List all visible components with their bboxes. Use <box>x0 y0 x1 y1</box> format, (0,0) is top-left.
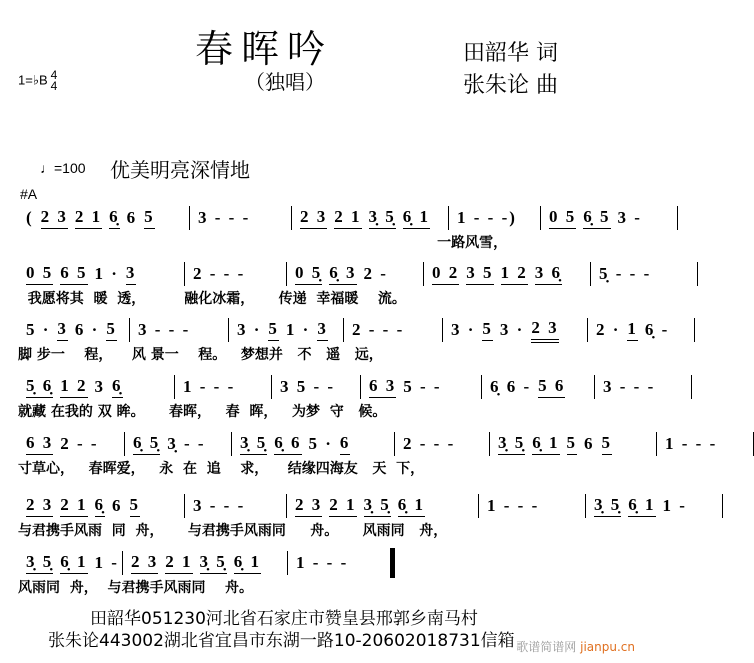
note-group: 2 1 <box>75 207 102 229</box>
note-group: 2 - <box>363 264 388 283</box>
measure <box>482 375 594 399</box>
lyricist-credit: 田韶华 词 <box>463 41 558 66</box>
note-group: 3 <box>317 319 328 341</box>
measure <box>18 432 124 456</box>
note-group: 6̣ 1 <box>398 495 425 517</box>
measure <box>18 375 174 399</box>
note-group: 3̣ 5̣ <box>594 495 621 517</box>
note-group: 5 <box>567 433 578 455</box>
note-group: 5 <box>482 319 493 341</box>
note-group: 3 6̣ <box>535 263 562 285</box>
notation-row <box>18 551 395 575</box>
measure <box>449 206 540 230</box>
note-group: 6̣ - <box>644 320 670 339</box>
note-group: 3̣ 5̣ <box>26 552 53 574</box>
note-group: 6̣ <box>109 207 120 229</box>
note-group: 5 · <box>26 320 51 339</box>
note-group: 3 - - - <box>193 496 246 515</box>
lyrics-line: 我愿将其 暖 透， 融化冰霜， 传递 幸福暖 流。 <box>18 291 406 307</box>
measure <box>424 262 590 286</box>
measure <box>175 375 271 399</box>
measure <box>443 318 587 342</box>
note-group: 2 3 <box>131 552 158 574</box>
tempo-marking: ♩=100 <box>40 160 86 176</box>
note-group: 5 <box>130 495 141 517</box>
measure <box>18 494 184 518</box>
watermark-site: 歌谱简谱网 <box>516 640 577 654</box>
note-group: 2 1 <box>334 207 361 229</box>
note-group: 5 <box>144 207 155 229</box>
final-barline <box>390 548 395 578</box>
footer-address-lyricist: 田韶华051230河北省石家庄市赞皇县邢郭乡南马村 <box>90 609 478 629</box>
note-group: 1 - - -) <box>457 208 517 227</box>
note-group: 6 5 <box>60 263 87 285</box>
note-group: 0 2 <box>432 263 459 285</box>
note-group: 6 · <box>74 320 100 339</box>
note-group: 3̣ 5̣ <box>364 495 391 517</box>
note-group: 6 <box>340 433 351 455</box>
note-group: 3 - - - <box>198 208 251 227</box>
barline <box>722 494 723 518</box>
measure <box>292 206 448 230</box>
measure <box>490 432 656 456</box>
measure <box>185 262 286 286</box>
note-group: 3 <box>126 263 137 285</box>
note-group: 6̣ 5 <box>583 207 610 229</box>
note-group: 3 - - - <box>603 377 656 396</box>
note-group: 3 · <box>499 320 525 339</box>
measure <box>272 375 360 399</box>
measure <box>185 494 286 518</box>
note-group: 3 · <box>451 320 476 339</box>
measure <box>125 432 231 456</box>
note-group: 5̣ 6̣ <box>26 376 53 398</box>
note-group: 6̣ <box>112 376 123 398</box>
measure <box>232 432 394 456</box>
notation-row <box>18 262 698 286</box>
note-group: 6̣ 1 <box>234 552 261 574</box>
note-group: 6̣ 1 <box>403 207 430 229</box>
watermark-domain: jianpu.cn <box>580 640 635 654</box>
note-group: 6 <box>112 496 123 515</box>
measure <box>657 432 753 456</box>
note-group: 3 - - - <box>138 320 191 339</box>
note-group: 1 - - - <box>296 553 349 572</box>
note-group: 1 - <box>662 496 687 515</box>
note-group: 5̣ - - - <box>599 264 652 283</box>
note-group: 2 3 <box>295 495 322 517</box>
note-group: 2 1 <box>165 552 192 574</box>
measure <box>586 494 722 518</box>
barline <box>691 375 692 399</box>
note-group: 5 <box>268 319 279 341</box>
expression-marking: 优美明亮深情地 <box>110 158 250 182</box>
note-group: 3̣ 5̣ <box>498 433 525 455</box>
note-group: ( <box>26 208 34 227</box>
note-group: 6̣ 6 <box>274 433 301 455</box>
note-group: 5 - - <box>403 377 442 396</box>
note-group: 0 5 <box>26 263 53 285</box>
note-group: 2 1 <box>60 495 87 517</box>
note-group: 2 - - - <box>403 434 456 453</box>
measure <box>595 375 691 399</box>
note-group: 3 5 <box>466 263 493 285</box>
song-title: 春晖吟 <box>195 27 334 71</box>
note-group: 1 - - - <box>665 434 718 453</box>
note-group: 3̣ 5̣ <box>369 207 396 229</box>
note-group: 3̣ 5̣ <box>200 552 227 574</box>
time-signature <box>51 70 58 92</box>
note-group: 6 <box>584 434 595 453</box>
note-group: 3̣ 5̣ <box>240 433 267 455</box>
key-label: 1=♭B <box>18 72 48 88</box>
note-group: 2 3 <box>41 207 68 229</box>
note-group: 5 · <box>308 434 333 453</box>
measure <box>479 494 585 518</box>
measure <box>18 206 189 230</box>
key-signature <box>18 70 57 92</box>
composer-credit: 张朱论 曲 <box>463 73 558 98</box>
note-group: 3 · <box>237 320 262 339</box>
note-group: 3 <box>94 377 105 396</box>
note-group: 6 3 <box>26 433 53 455</box>
measure <box>588 318 694 342</box>
note-group: 6 <box>126 208 138 227</box>
note-group: 2 3 <box>26 495 53 517</box>
note-group: 1 · <box>285 320 311 339</box>
note-group: 3 5 - - <box>280 377 336 396</box>
barline <box>694 318 695 342</box>
notation-row <box>18 206 678 230</box>
note-group: 2 3 <box>300 207 327 229</box>
measure <box>361 375 481 399</box>
note-group: 2 1 <box>329 495 356 517</box>
notation-row <box>18 375 692 399</box>
note-group: 5 <box>106 319 117 341</box>
note-group: 1 · <box>94 264 119 283</box>
barline <box>697 262 698 286</box>
note-group: 3̣ - - <box>167 434 206 453</box>
lyrics-line: 一路风雪， <box>18 235 508 251</box>
measure <box>18 551 122 575</box>
note-group: 6̣ 3 <box>329 263 356 285</box>
measure <box>287 262 423 286</box>
notation-row <box>18 432 754 456</box>
note-group: 6̣ 6 - <box>490 377 532 396</box>
notation-row <box>18 318 695 342</box>
time-bottom: 4 <box>50 79 58 93</box>
note-group: 3 - <box>617 208 642 227</box>
note-group: 2 - - - <box>193 264 246 283</box>
measure <box>18 262 184 286</box>
measure <box>18 318 129 342</box>
note-group: 1 - - - <box>183 377 236 396</box>
note-group: 0 5̣ <box>295 263 322 285</box>
measure <box>130 318 228 342</box>
note-group: 2 · <box>596 320 621 339</box>
lyrics-line: 就藏 在我的 双 眸。 春晖， 春 晖， 为梦 守 候。 <box>18 404 387 420</box>
note-group: 6̣ 1 <box>532 433 559 455</box>
measure <box>591 262 697 286</box>
lyrics-line: 寸草心， 春晖爱， 永 在 追 求， 结缘四海友 天 下， <box>18 461 425 477</box>
note-group: 1 - - - <box>487 496 540 515</box>
note-group: 1 - <box>94 553 119 572</box>
measure <box>123 551 287 575</box>
measure <box>287 494 478 518</box>
note-group: 3 <box>57 319 68 341</box>
lyrics-line: 风雨同 舟， 与君携手风雨同 舟。 <box>18 580 253 596</box>
note-group: 6̣ 1 <box>60 552 87 574</box>
measure <box>229 318 343 342</box>
note-group: 1 <box>627 319 638 341</box>
lyrics-line: 脚 步一 程， 风 景一 程。 梦想并 不 遥 远， <box>18 347 383 363</box>
note-group: 2 - - - <box>352 320 405 339</box>
footer-address-composer: 张朱论443002湖北省宜昌市东湖一路10-20602018731信箱 <box>48 631 515 651</box>
section-marker: #A <box>20 186 38 202</box>
note-group: 5 6 <box>538 376 565 398</box>
note-group: 6̣ 5̣ <box>133 433 160 455</box>
barline <box>677 206 678 230</box>
note-group: 2 3 <box>531 318 558 343</box>
notation-row <box>18 494 723 518</box>
song-subtitle: （独唱） <box>245 70 325 94</box>
watermark-logo <box>516 638 635 655</box>
note-group: 1 2 <box>60 376 87 398</box>
time-top: 4 <box>50 68 58 82</box>
measure <box>395 432 489 456</box>
measure <box>288 551 384 575</box>
lyrics-line: 与君携手风雨 同 舟， 与君携手风雨同 舟。 风雨同 舟， <box>18 523 448 539</box>
note-group: 0 5 <box>549 207 576 229</box>
note-group: 6̣ 1 <box>628 495 655 517</box>
note-group: 6̣ <box>95 495 106 517</box>
note-group: 6 3 <box>369 376 396 398</box>
note-group: 5 <box>602 433 613 455</box>
note-group: 1 2 <box>501 263 528 285</box>
measure <box>541 206 677 230</box>
note-group: 2 - - <box>60 434 99 453</box>
measure <box>344 318 442 342</box>
measure <box>190 206 291 230</box>
